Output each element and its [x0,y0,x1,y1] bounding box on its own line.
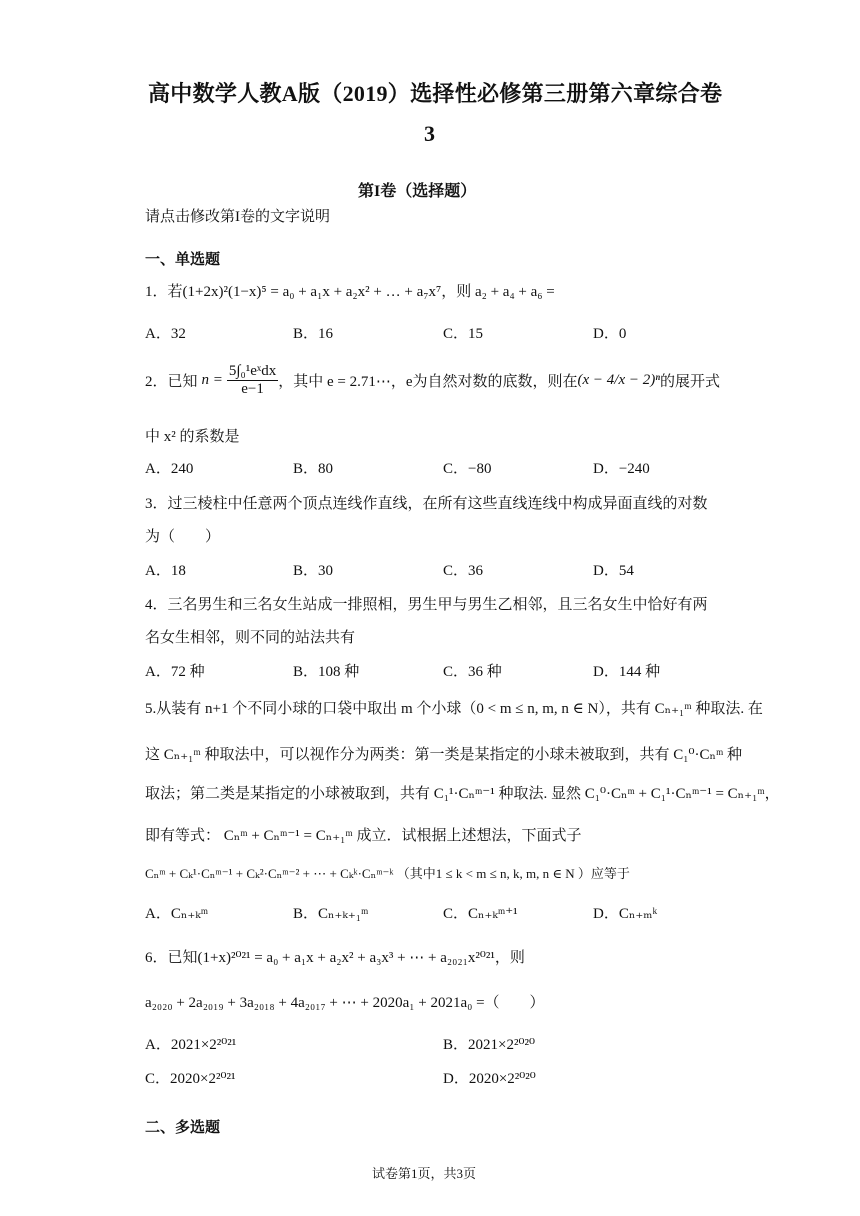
q5-option-d[interactable]: D．Cₙ₊ₘᵏ [593,906,658,922]
q5-option-b[interactable]: B．Cₙ₊ₖ₊₁ᵐ [293,906,369,922]
q1-option-c[interactable]: C．15 [443,326,484,342]
question-4-line1: 4．三名男生和三名女生站成一排照相，男生甲与男生乙相邻，且三名女生中恰好有两 [145,597,708,613]
q3-option-c[interactable]: C．36 [443,563,484,579]
q2-fraction-denominator: e−1 [241,381,264,397]
page-title: 高中数学人教A版（2019）选择性必修第三册第六章综合卷 [148,81,723,106]
q4-option-c[interactable]: C．36 种 [443,664,502,680]
question-2-line2: 中 x² 的系数是 [145,429,240,445]
q2-fraction-numerator: 5∫₀¹eˣdx [228,363,277,379]
question-5-line5: Cₙᵐ + Cₖ¹·Cₙᵐ⁻¹ + Cₖ²·Cₙᵐ⁻² + ⋯ + Cₖᵏ·Cₙᵐ⁻ᵏ （其中1 ≤ k < m ≤ n, k, m, n ∈ N ）应等于 [145,866,630,881]
q1-option-d[interactable]: D．0 [593,326,627,342]
q2-expression: (x − 4/x − 2)ⁿ [577,372,660,388]
q1-option-b[interactable]: B．16 [293,326,334,342]
q2-mid: ，其中 e = 2.71⋯，e为自然对数的底数，则在 [278,374,578,390]
q3-option-b[interactable]: B．30 [293,563,334,579]
q2-n-eq: n = [201,372,223,388]
q3-option-a[interactable]: A．18 [145,563,186,579]
q2-option-d[interactable]: D．−240 [593,461,650,477]
q4-option-d[interactable]: D．144 种 [593,664,661,680]
question-6-line2: a₂₀₂₀ + 2a₂₀₁₉ + 3a₂₀₁₈ + 4a₂₀₁₇ + ⋯ + 2020a₁ + 2021a₀ =（ ） [145,995,545,1011]
q2-option-a[interactable]: A．240 [145,461,194,477]
question-3-line2: 为（ ） [145,529,221,545]
part-heading-multiple: 二、多选题 [145,1120,221,1136]
q4-option-a[interactable]: A．72 种 [145,664,205,680]
q6-option-d[interactable]: D．2020×2²⁰²⁰ [443,1071,536,1087]
section-note[interactable]: 请点击修改第I卷的文字说明 [145,209,330,225]
question-1-stem: 1．若(1+2x)²(1−x)⁵ = a₀ + a₁x + a₂x² + … + a₇x⁷，则 a₂ + a₄ + a₆ = [145,284,555,300]
q6-option-b[interactable]: B．2021×2²⁰²⁰ [443,1037,535,1053]
q3-option-d[interactable]: D．54 [593,563,634,579]
section-heading: 第I卷（选择题） [358,183,477,200]
question-5-line1: 5.从装有 n+1 个不同小球的口袋中取出 m 个小球（0 < m ≤ n, m, n ∈ N），共有 Cₙ₊₁ᵐ 种取法. 在 [145,701,763,717]
q2-fraction [227,363,278,398]
q5-option-a[interactable]: A．Cₙ₊ₖᵐ [145,906,209,922]
page-title-line2: 3 [424,121,436,146]
q2-option-c[interactable]: C．−80 [443,461,492,477]
question-5-line3: 取法；第二类是某指定的小球被取到，共有 C₁¹·Cₙᵐ⁻¹ 种取法. 显然 C₁⁰·Cₙᵐ + C₁¹·Cₙᵐ⁻¹ = Cₙ₊₁ᵐ， [145,786,780,802]
question-5-line2: 这 Cₙ₊₁ᵐ 种取法中，可以视作分为两类：第一类是某指定的小球未被取到，共有 C₁⁰·Cₙᵐ 种 [145,747,743,763]
page-footer: 试卷第1页，共3页 [372,1166,477,1181]
question-3-line1: 3．过三棱柱中任意两个顶点连线作直线，在所有这些直线连线中构成异面直线的对数 [145,496,708,512]
part-heading-single: 一、单选题 [145,252,221,268]
question-2-stem [145,363,720,398]
question-6-line1: 6．已知(1+x)²⁰²¹ = a₀ + a₁x + a₂x² + a₃x³ + ⋯ + a₂₀₂₁x²⁰²¹，则 [145,950,525,966]
q6-option-c[interactable]: C．2020×2²⁰²¹ [145,1071,236,1087]
question-5-line4: 即有等式： Cₙᵐ + Cₙᵐ⁻¹ = Cₙ₊₁ᵐ 成立．试根据上述想法，下面式子 [145,828,582,844]
question-4-line2: 名女生相邻，则不同的站法共有 [145,630,356,646]
q2-suffix: 的展开式 [659,374,720,390]
q2-prefix: 2．已知 [145,374,198,390]
q5-option-c[interactable]: C．Cₙ₊ₖᵐ⁺¹ [443,906,518,922]
q4-option-b[interactable]: B．108 种 [293,664,360,680]
q6-option-a[interactable]: A．2021×2²⁰²¹ [145,1037,237,1053]
q1-option-a[interactable]: A．32 [145,326,186,342]
q2-option-b[interactable]: B．80 [293,461,334,477]
